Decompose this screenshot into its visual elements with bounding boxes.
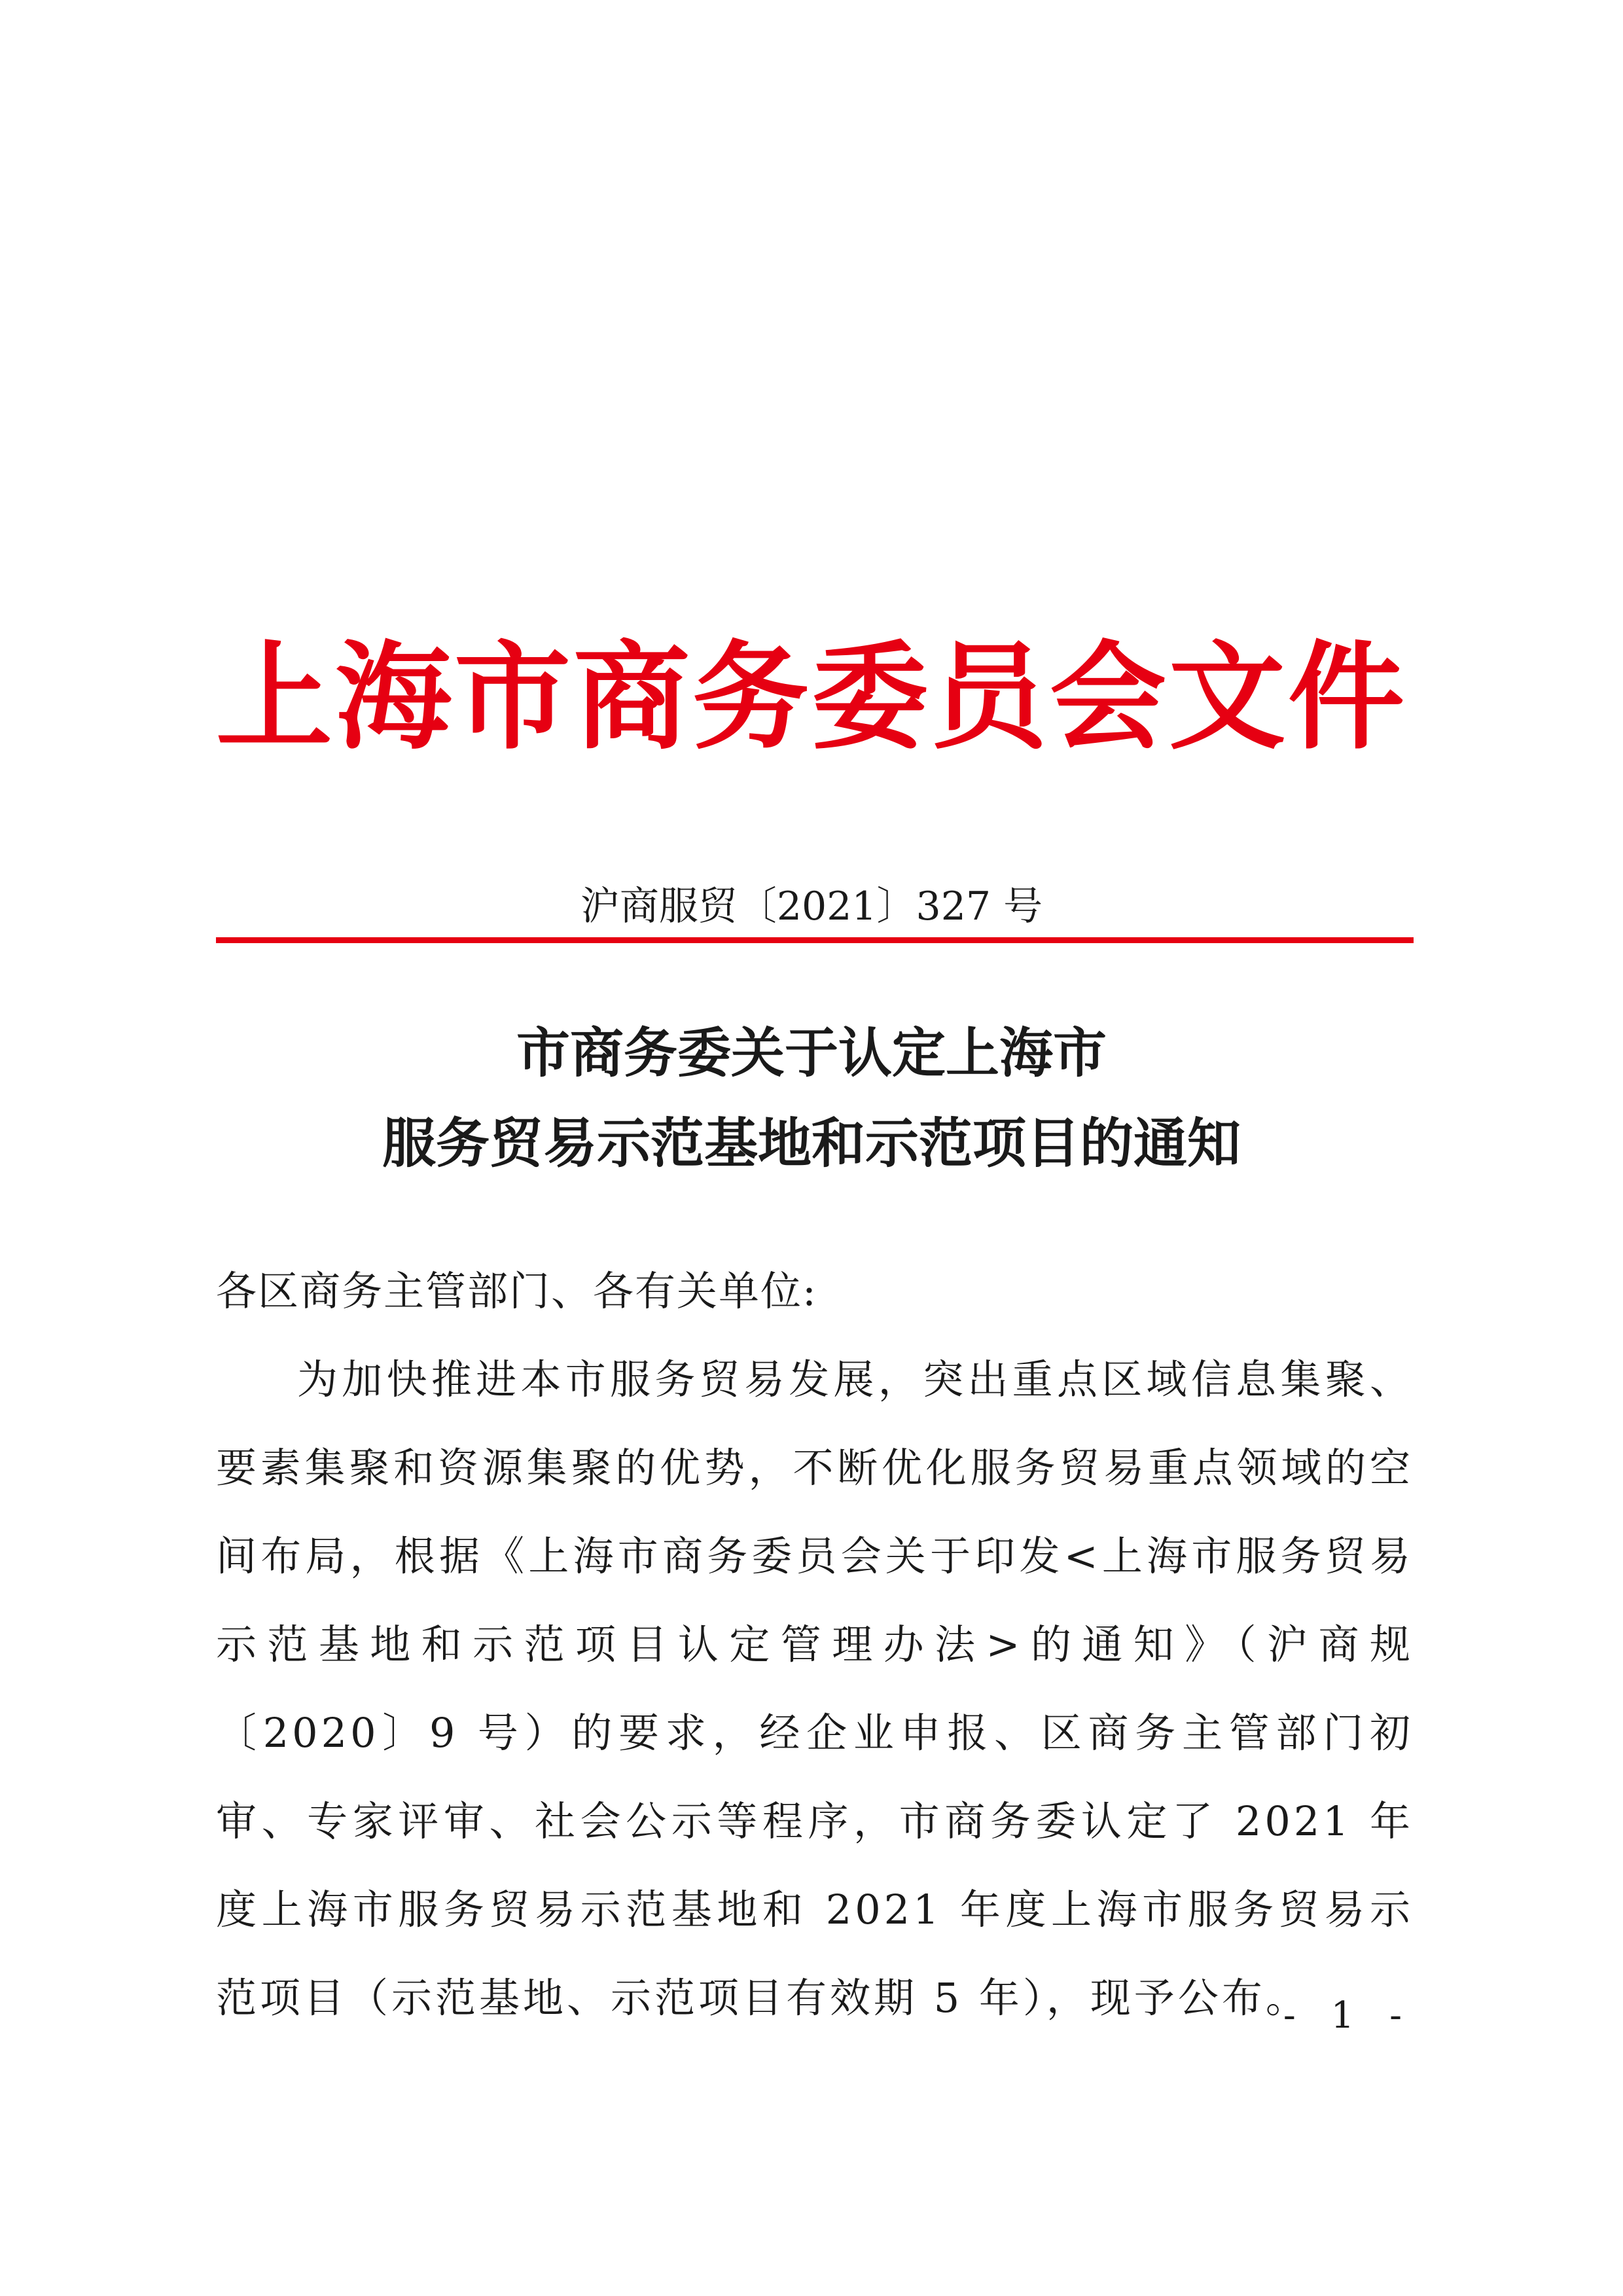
document-number: 沪商服贸〔2021〕327 号 bbox=[580, 884, 1043, 929]
document-title bbox=[216, 1008, 1407, 1189]
salutation: 各区商务主管部门、各有关单位: bbox=[216, 1267, 817, 1315]
red-separator-line bbox=[216, 937, 1414, 943]
body-paragraph: 为加快推进本市服务贸易发展，突出重点区域信息集聚、要素集聚和资源集聚的优势，不断优化服务贸易重点领域的空间布局，根据《上海市商务委员会关于印发<上海市服务贸易示范基地和示范项目认定管理办法>的通知》（沪商规〔2020〕9 号）的要求，经企业申报、区商务主管部门初审、专家评审、社会公示等程序，市商务委认定了 2021 年度上海市服务贸易示范基地和 2021 年度上海市服务贸易示范项目（示范基地、示范项目有效期 5 年），现予公布。 bbox=[216, 1355, 1414, 2022]
issuer-banner: 上海市商务委员会文件 bbox=[216, 628, 1407, 765]
document-body bbox=[216, 1247, 1414, 2042]
document-title-line-2: 服务贸易示范基地和示范项目的通知 bbox=[382, 1112, 1241, 1175]
page-number: - 1 - bbox=[1283, 1994, 1414, 2037]
document-title-line-1: 市商务委关于认定上海市 bbox=[516, 1022, 1107, 1085]
